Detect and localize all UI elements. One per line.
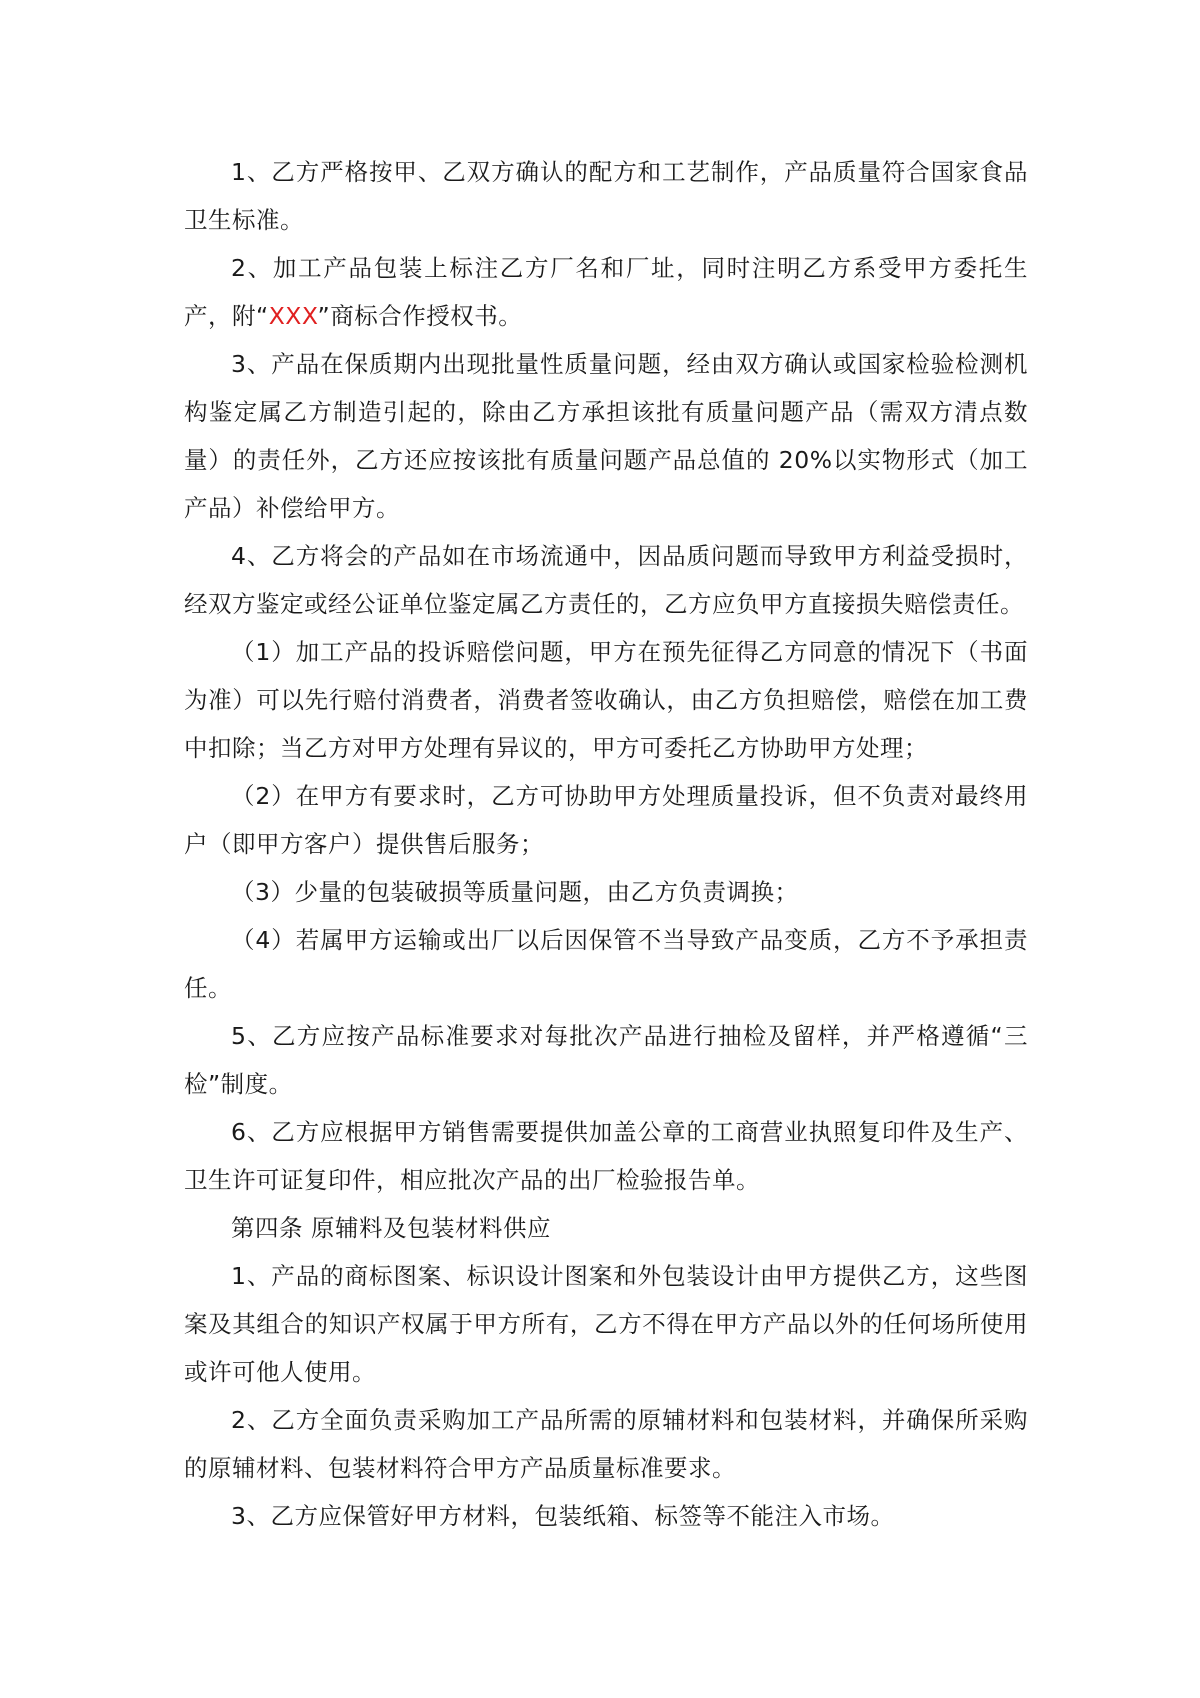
clause-3-item-2-suffix: ”商标合作授权书。 <box>317 302 523 330</box>
clause-3-item-4: 4、乙方将会的产品如在市场流通中，因品质问题而导致甲方利益受损时，经双方鉴定或经公证单位鉴定属乙方责任的，乙方应负甲方直接损失赔偿责任。 <box>184 542 1028 618</box>
clause-3-item-6: 6、乙方应根据甲方销售需要提供加盖公章的工商营业执照复印件及生产、卫生许可证复印件，相应批次产品的出厂检验报告单。 <box>184 1118 1028 1194</box>
clause-3-item-3: 3、产品在保质期内出现批量性质量问题，经由双方确认或国家检验检测机构鉴定属乙方制造引起的，除由乙方承担该批有质量问题产品（需双方清点数量）的责任外，乙方还应按该批有质量问题产品总值的 20%以实物形式（加工产品）补偿给甲方。 <box>184 350 1028 522</box>
document-body <box>184 148 1028 1540</box>
clause-4-item-3: 3、乙方应保管好甲方材料，包装纸箱、标签等不能注入市场。 <box>231 1502 895 1530</box>
clause-3-item-4-sub-3: （3）少量的包装破损等质量问题，由乙方负责调换； <box>231 878 799 906</box>
clause-4-item-2: 2、乙方全面负责采购加工产品所需的原辅材料和包装材料，并确保所采购的原辅材料、包装材料符合甲方产品质量标准要求。 <box>184 1406 1028 1482</box>
clause-3-item-1: 1、乙方严格按甲、乙双方确认的配方和工艺制作，产品质量符合国家食品卫生标准。 <box>184 158 1028 234</box>
clause-3-item-2-prefix: 2、加工产品包装上标注乙方厂名和厂址，同时注明乙方系受甲方委托生产，附“ <box>184 254 1028 330</box>
trademark-placeholder: XXX <box>268 302 318 330</box>
clause-3-item-4-sub-4: （4）若属甲方运输或出厂以后因保管不当导致产品变质，乙方不予承担责任。 <box>184 926 1028 1002</box>
clause-3-item-5: 5、乙方应按产品标准要求对每批次产品进行抽检及留样，并严格遵循“三检”制度。 <box>184 1022 1028 1098</box>
clause-4-heading: 第四条 原辅料及包装材料供应 <box>231 1214 551 1242</box>
clause-3-item-2 <box>184 244 1028 340</box>
clause-4-item-1: 1、产品的商标图案、标识设计图案和外包装设计由甲方提供乙方，这些图案及其组合的知识产权属于甲方所有，乙方不得在甲方产品以外的任何场所使用或许可他人使用。 <box>184 1262 1028 1386</box>
clause-3-item-4-sub-1: （1）加工产品的投诉赔偿问题，甲方在预先征得乙方同意的情况下（书面为准）可以先行赔付消费者，消费者签收确认，由乙方负担赔偿，赔偿在加工费中扣除；当乙方对甲方处理有异议的，甲方可委托乙方协助甲方处理； <box>184 638 1028 762</box>
clause-3-item-4-sub-2: （2）在甲方有要求时，乙方可协助甲方处理质量投诉，但不负责对最终用户（即甲方客户）提供售后服务； <box>184 782 1028 858</box>
